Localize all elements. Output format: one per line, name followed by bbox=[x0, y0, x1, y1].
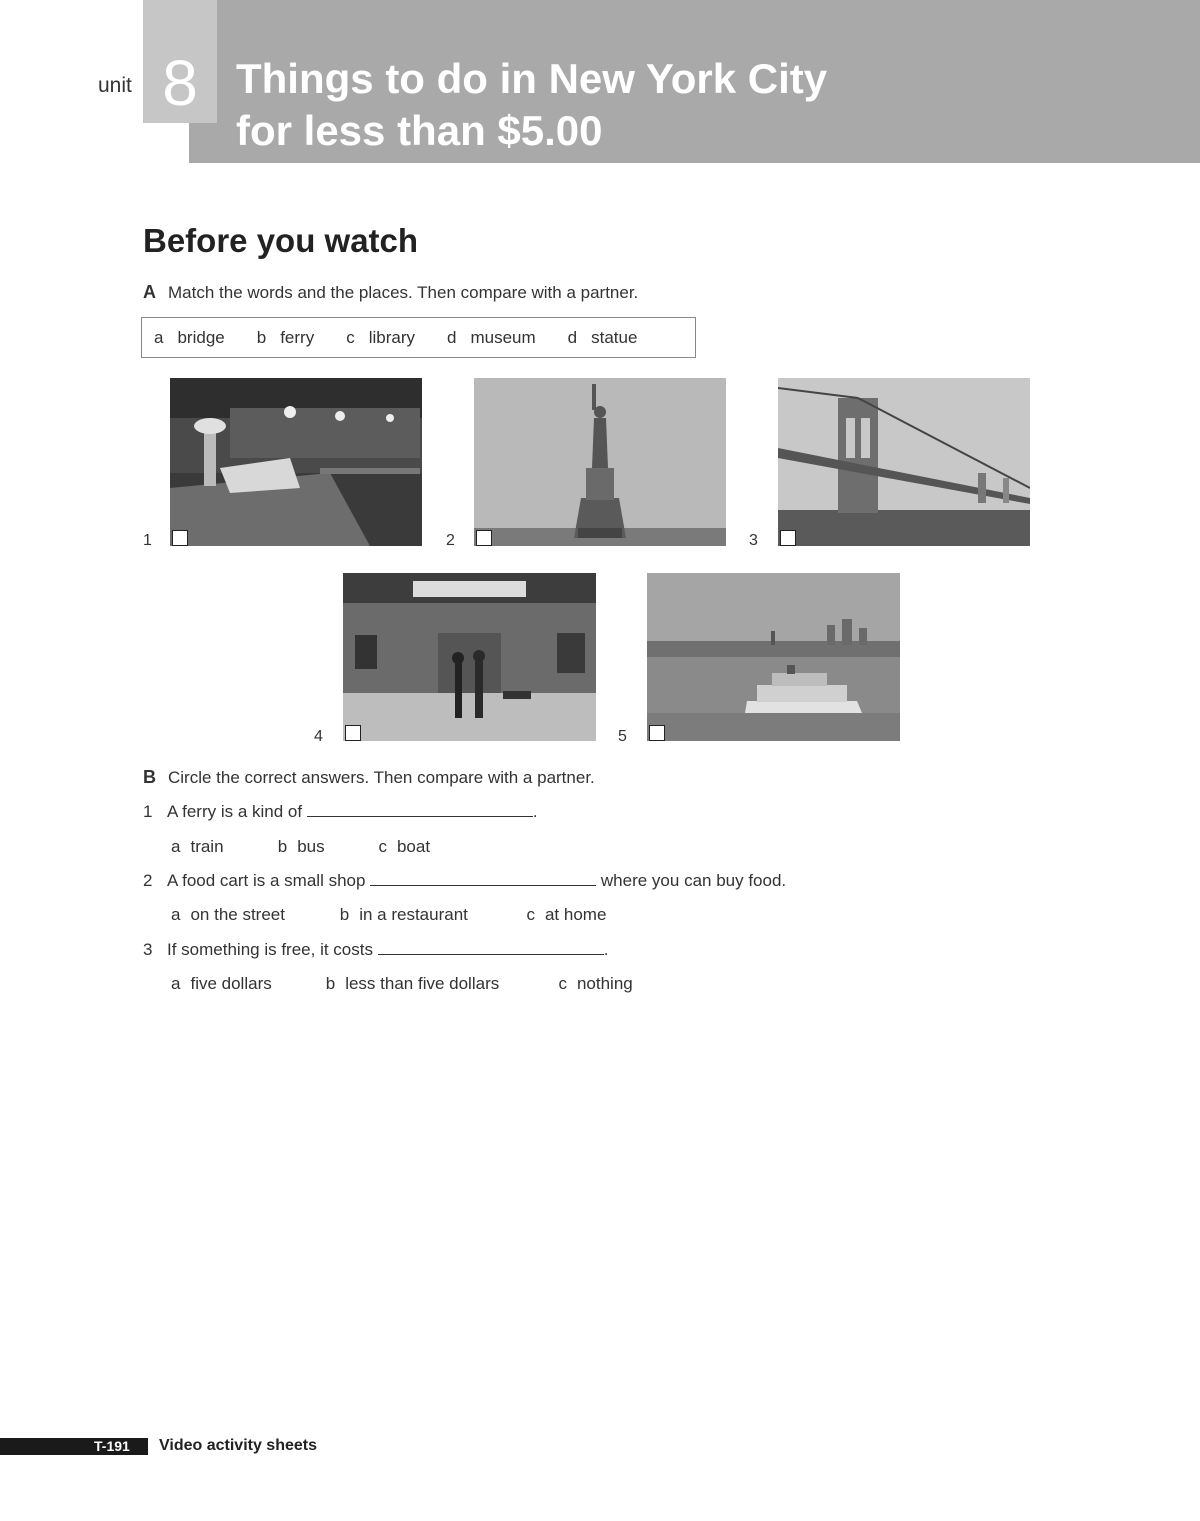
answer-option[interactable]: c at home bbox=[526, 905, 607, 924]
photo-number: 4 bbox=[314, 728, 323, 745]
answer-option[interactable]: c boat bbox=[378, 837, 431, 856]
answer-option[interactable]: a on the street bbox=[171, 905, 285, 924]
unit-label: unit bbox=[98, 74, 132, 97]
answer-option[interactable]: a train bbox=[171, 837, 224, 856]
page-number: T-191 bbox=[94, 1438, 130, 1454]
instruction-text: Circle the correct answers. Then compare with a partner. bbox=[168, 768, 595, 787]
question-3 bbox=[143, 940, 608, 960]
question-number: 3 bbox=[143, 940, 153, 959]
question-2-options bbox=[171, 905, 606, 925]
question-text-after: . bbox=[532, 802, 538, 821]
answer-blank[interactable] bbox=[378, 940, 604, 955]
word-bank-item: d statue bbox=[567, 327, 638, 347]
answer-option[interactable]: b in a restaurant bbox=[339, 905, 468, 924]
answer-checkbox[interactable] bbox=[780, 530, 796, 546]
answer-checkbox[interactable] bbox=[172, 530, 188, 546]
answer-blank[interactable] bbox=[307, 802, 533, 817]
photo-number: 2 bbox=[446, 532, 455, 549]
bridge-photo bbox=[778, 378, 1030, 546]
footer-section-title: Video activity sheets bbox=[159, 1437, 317, 1454]
answer-checkbox[interactable] bbox=[476, 530, 492, 546]
answer-option[interactable]: b less than five dollars bbox=[325, 974, 500, 993]
question-3-options bbox=[171, 974, 633, 994]
question-text-after: where you can buy food. bbox=[600, 871, 787, 890]
question-1 bbox=[143, 802, 538, 822]
word-bank-item: a bridge bbox=[154, 327, 225, 347]
ferry-photo bbox=[647, 573, 900, 741]
page-title-line-2: for less than $5.00 bbox=[236, 107, 603, 154]
photo-number: 5 bbox=[618, 728, 627, 745]
answer-option[interactable]: b bus bbox=[277, 837, 325, 856]
question-text-after: . bbox=[603, 940, 609, 959]
exercise-b-instruction bbox=[143, 767, 595, 788]
word-bank-item: b ferry bbox=[256, 327, 315, 347]
library-photo bbox=[170, 378, 422, 546]
answer-checkbox[interactable] bbox=[649, 725, 665, 741]
word-bank bbox=[141, 317, 696, 358]
unit-number: 8 bbox=[162, 47, 198, 119]
answer-blank[interactable] bbox=[370, 871, 596, 886]
question-text-before: If something is free, it costs bbox=[167, 940, 373, 959]
statue-photo bbox=[474, 378, 726, 546]
exercise-letter: B bbox=[143, 767, 156, 787]
instruction-text: Match the words and the places. Then compare with a partner. bbox=[168, 283, 639, 302]
museum-photo bbox=[343, 573, 596, 741]
exercise-letter: A bbox=[143, 282, 156, 302]
question-2 bbox=[143, 871, 786, 891]
word-bank-item: d museum bbox=[447, 327, 536, 347]
answer-checkbox[interactable] bbox=[345, 725, 361, 741]
exercise-a-instruction bbox=[143, 282, 638, 303]
photo-number: 1 bbox=[143, 532, 152, 549]
question-1-options bbox=[171, 837, 430, 857]
page-title-line-1: Things to do in New York City bbox=[236, 55, 828, 102]
answer-option[interactable]: a five dollars bbox=[171, 974, 272, 993]
question-text-before: A ferry is a kind of bbox=[167, 802, 303, 821]
answer-option[interactable]: c nothing bbox=[558, 974, 633, 993]
photo-number: 3 bbox=[749, 532, 758, 549]
question-text-before: A food cart is a small shop bbox=[167, 871, 366, 890]
section-heading: Before you watch bbox=[143, 222, 419, 259]
word-bank-item: c library bbox=[346, 327, 415, 347]
question-number: 2 bbox=[143, 871, 153, 890]
question-number: 1 bbox=[143, 802, 153, 821]
